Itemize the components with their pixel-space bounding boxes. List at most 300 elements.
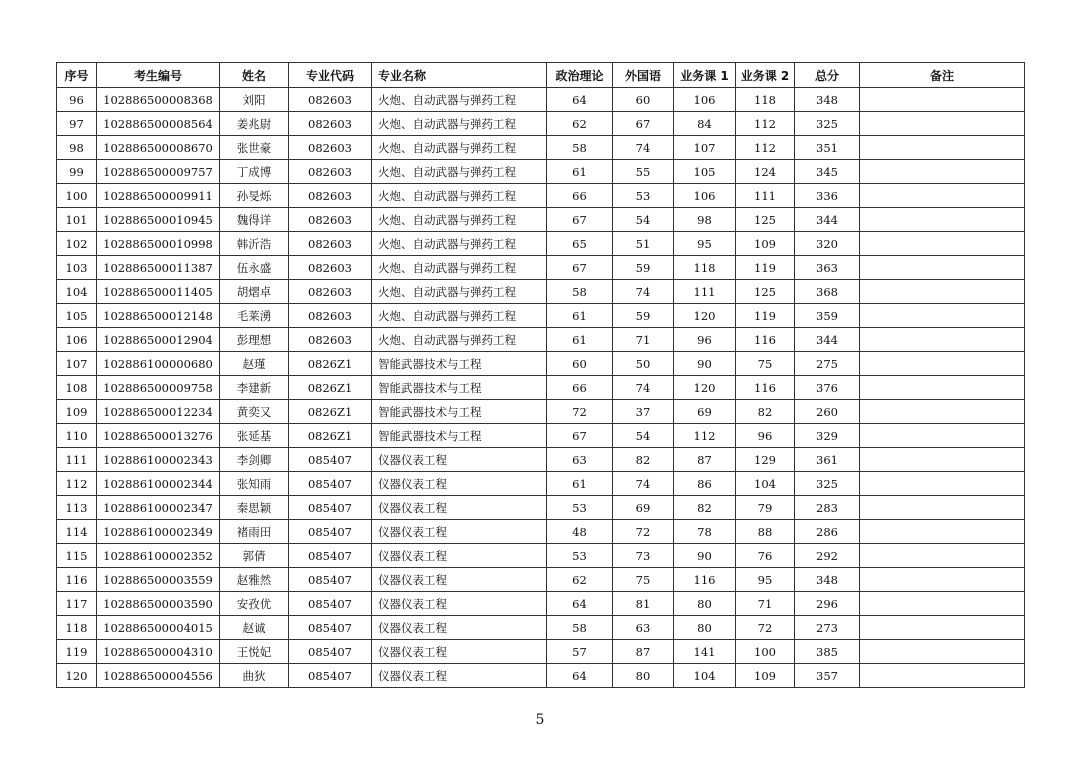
seq-cell: 111 [57,448,97,472]
major-code-cell: 082603 [289,208,372,232]
foreign-language-score-cell: 51 [613,232,674,256]
total-score-cell: 351 [795,136,860,160]
major-code-cell: 0826Z1 [289,424,372,448]
foreign-language-score-cell: 59 [613,256,674,280]
subject-1-score-cell: 78 [674,520,736,544]
score-table [56,62,1025,688]
name-cell: 李剑卿 [220,448,289,472]
politics-score-cell: 61 [547,472,613,496]
candidate-id-cell: 102886500010998 [97,232,220,256]
major-code-cell: 085407 [289,472,372,496]
seq-cell: 115 [57,544,97,568]
total-score-cell: 361 [795,448,860,472]
major-name-cell: 火炮、自动武器与弹药工程 [372,112,547,136]
candidate-id-cell: 102886500009911 [97,184,220,208]
politics-score-cell: 53 [547,496,613,520]
major-code-cell: 082603 [289,88,372,112]
seq-cell: 96 [57,88,97,112]
candidate-id-cell: 102886500011387 [97,256,220,280]
total-score-cell: 357 [795,664,860,688]
table-row [57,136,1025,160]
foreign-language-score-cell: 50 [613,352,674,376]
subject-2-score-cell: 95 [736,568,795,592]
total-score-cell: 363 [795,256,860,280]
major-code-cell: 082603 [289,184,372,208]
name-cell: 王悦妃 [220,640,289,664]
politics-score-cell: 61 [547,304,613,328]
candidate-id-cell: 102886500009757 [97,160,220,184]
foreign-language-score-cell: 60 [613,88,674,112]
candidate-id-cell: 102886500013276 [97,424,220,448]
subject-1-score-cell: 80 [674,592,736,616]
seq-cell: 110 [57,424,97,448]
name-cell: 赵诚 [220,616,289,640]
major-name-cell: 仪器仪表工程 [372,592,547,616]
seq-cell: 114 [57,520,97,544]
seq-cell: 118 [57,616,97,640]
subject-2-score-cell: 118 [736,88,795,112]
name-cell: 魏得详 [220,208,289,232]
politics-score-cell: 67 [547,256,613,280]
subject-1-score-cell: 106 [674,184,736,208]
seq-cell: 108 [57,376,97,400]
name-cell: 张延基 [220,424,289,448]
remarks-cell [860,664,1025,688]
subject-2-score-cell: 71 [736,592,795,616]
subject-1-score-cell: 116 [674,568,736,592]
major-code-cell: 082603 [289,280,372,304]
subject-1-score-cell: 105 [674,160,736,184]
table-row [57,208,1025,232]
candidate-id-cell: 102886100002349 [97,520,220,544]
remarks-cell [860,472,1025,496]
candidate-id-cell: 102886500008670 [97,136,220,160]
header-cell-major-name: 专业名称 [372,63,547,88]
name-cell: 黄奕又 [220,400,289,424]
seq-cell: 105 [57,304,97,328]
remarks-cell [860,520,1025,544]
total-score-cell: 273 [795,616,860,640]
major-code-cell: 0826Z1 [289,352,372,376]
subject-2-score-cell: 75 [736,352,795,376]
politics-score-cell: 58 [547,136,613,160]
remarks-cell [860,112,1025,136]
subject-1-score-cell: 96 [674,328,736,352]
major-name-cell: 仪器仪表工程 [372,496,547,520]
major-name-cell: 智能武器技术与工程 [372,376,547,400]
seq-cell: 109 [57,400,97,424]
major-name-cell: 仪器仪表工程 [372,448,547,472]
foreign-language-score-cell: 53 [613,184,674,208]
foreign-language-score-cell: 54 [613,208,674,232]
foreign-language-score-cell: 74 [613,376,674,400]
seq-cell: 104 [57,280,97,304]
total-score-cell: 368 [795,280,860,304]
major-name-cell: 仪器仪表工程 [372,616,547,640]
seq-cell: 106 [57,328,97,352]
total-score-cell: 348 [795,88,860,112]
major-name-cell: 火炮、自动武器与弹药工程 [372,304,547,328]
total-score-cell: 325 [795,112,860,136]
major-code-cell: 082603 [289,160,372,184]
politics-score-cell: 48 [547,520,613,544]
header-cell-subject-2: 业务课 2 [736,63,795,88]
candidate-id-cell: 102886500008368 [97,88,220,112]
major-code-cell: 085407 [289,448,372,472]
foreign-language-score-cell: 81 [613,592,674,616]
seq-cell: 116 [57,568,97,592]
candidate-id-cell: 102886100002344 [97,472,220,496]
candidate-id-cell: 102886500004556 [97,664,220,688]
subject-1-score-cell: 82 [674,496,736,520]
header-cell-major-code: 专业代码 [289,63,372,88]
table-row [57,424,1025,448]
table-row [57,112,1025,136]
table-row [57,496,1025,520]
candidate-id-cell: 102886500003559 [97,568,220,592]
remarks-cell [860,616,1025,640]
foreign-language-score-cell: 82 [613,448,674,472]
table-row [57,400,1025,424]
subject-1-score-cell: 80 [674,616,736,640]
major-code-cell: 085407 [289,520,372,544]
foreign-language-score-cell: 67 [613,112,674,136]
major-code-cell: 085407 [289,592,372,616]
name-cell: 张世豪 [220,136,289,160]
subject-1-score-cell: 87 [674,448,736,472]
remarks-cell [860,136,1025,160]
table-row [57,232,1025,256]
total-score-cell: 329 [795,424,860,448]
candidate-id-cell: 102886500003590 [97,592,220,616]
subject-1-score-cell: 86 [674,472,736,496]
subject-2-score-cell: 96 [736,424,795,448]
seq-cell: 98 [57,136,97,160]
major-name-cell: 火炮、自动武器与弹药工程 [372,256,547,280]
table-row [57,616,1025,640]
politics-score-cell: 62 [547,568,613,592]
remarks-cell [860,448,1025,472]
total-score-cell: 359 [795,304,860,328]
subject-2-score-cell: 116 [736,376,795,400]
candidate-id-cell: 102886500004015 [97,616,220,640]
table-row [57,256,1025,280]
subject-2-score-cell: 124 [736,160,795,184]
foreign-language-score-cell: 87 [613,640,674,664]
subject-2-score-cell: 109 [736,664,795,688]
politics-score-cell: 60 [547,352,613,376]
header-row [57,63,1025,88]
name-cell: 毛莱湧 [220,304,289,328]
subject-1-score-cell: 95 [674,232,736,256]
name-cell: 伍永盛 [220,256,289,280]
foreign-language-score-cell: 72 [613,520,674,544]
remarks-cell [860,424,1025,448]
foreign-language-score-cell: 37 [613,400,674,424]
subject-2-score-cell: 116 [736,328,795,352]
major-code-cell: 082603 [289,328,372,352]
politics-score-cell: 61 [547,328,613,352]
politics-score-cell: 66 [547,376,613,400]
remarks-cell [860,376,1025,400]
subject-2-score-cell: 125 [736,280,795,304]
seq-cell: 100 [57,184,97,208]
foreign-language-score-cell: 55 [613,160,674,184]
subject-1-score-cell: 107 [674,136,736,160]
subject-1-score-cell: 118 [674,256,736,280]
name-cell: 孙旻烁 [220,184,289,208]
foreign-language-score-cell: 74 [613,280,674,304]
name-cell: 郭倩 [220,544,289,568]
foreign-language-score-cell: 71 [613,328,674,352]
major-code-cell: 082603 [289,304,372,328]
total-score-cell: 275 [795,352,860,376]
table-row [57,520,1025,544]
header-cell-total: 总分 [795,63,860,88]
major-name-cell: 火炮、自动武器与弹药工程 [372,232,547,256]
remarks-cell [860,640,1025,664]
remarks-cell [860,232,1025,256]
subject-1-score-cell: 90 [674,352,736,376]
subject-2-score-cell: 129 [736,448,795,472]
table-row [57,472,1025,496]
major-code-cell: 082603 [289,232,372,256]
header-cell-name: 姓名 [220,63,289,88]
remarks-cell [860,280,1025,304]
subject-2-score-cell: 119 [736,304,795,328]
candidate-id-cell: 102886500010945 [97,208,220,232]
major-name-cell: 火炮、自动武器与弹药工程 [372,280,547,304]
total-score-cell: 344 [795,208,860,232]
page-number: 5 [535,712,545,728]
table-body [57,88,1025,688]
major-name-cell: 仪器仪表工程 [372,640,547,664]
subject-2-score-cell: 104 [736,472,795,496]
seq-cell: 107 [57,352,97,376]
politics-score-cell: 64 [547,88,613,112]
major-code-cell: 082603 [289,136,372,160]
name-cell: 赵雅然 [220,568,289,592]
candidate-id-cell: 102886500009758 [97,376,220,400]
seq-cell: 120 [57,664,97,688]
table-row [57,88,1025,112]
major-name-cell: 仪器仪表工程 [372,472,547,496]
major-code-cell: 082603 [289,256,372,280]
total-score-cell: 345 [795,160,860,184]
total-score-cell: 296 [795,592,860,616]
total-score-cell: 320 [795,232,860,256]
politics-score-cell: 72 [547,400,613,424]
remarks-cell [860,568,1025,592]
subject-1-score-cell: 104 [674,664,736,688]
candidate-id-cell: 102886100002352 [97,544,220,568]
major-name-cell: 智能武器技术与工程 [372,400,547,424]
header-cell-remarks: 备注 [860,63,1025,88]
subject-1-score-cell: 90 [674,544,736,568]
total-score-cell: 260 [795,400,860,424]
politics-score-cell: 66 [547,184,613,208]
remarks-cell [860,256,1025,280]
table-row [57,328,1025,352]
foreign-language-score-cell: 63 [613,616,674,640]
subject-2-score-cell: 88 [736,520,795,544]
total-score-cell: 292 [795,544,860,568]
seq-cell: 102 [57,232,97,256]
candidate-id-cell: 102886100002347 [97,496,220,520]
table-row [57,544,1025,568]
politics-score-cell: 58 [547,616,613,640]
politics-score-cell: 62 [547,112,613,136]
major-name-cell: 火炮、自动武器与弹药工程 [372,136,547,160]
foreign-language-score-cell: 80 [613,664,674,688]
seq-cell: 97 [57,112,97,136]
name-cell: 彭理想 [220,328,289,352]
subject-1-score-cell: 69 [674,400,736,424]
subject-2-score-cell: 112 [736,112,795,136]
politics-score-cell: 53 [547,544,613,568]
politics-score-cell: 57 [547,640,613,664]
politics-score-cell: 64 [547,664,613,688]
seq-cell: 112 [57,472,97,496]
total-score-cell: 376 [795,376,860,400]
name-cell: 赵瑾 [220,352,289,376]
name-cell: 韩沂浩 [220,232,289,256]
remarks-cell [860,208,1025,232]
subject-1-score-cell: 111 [674,280,736,304]
major-name-cell: 仪器仪表工程 [372,520,547,544]
name-cell: 秦思颖 [220,496,289,520]
name-cell: 褚雨田 [220,520,289,544]
header-cell-politics: 政治理论 [547,63,613,88]
table-row [57,640,1025,664]
subject-1-score-cell: 141 [674,640,736,664]
major-code-cell: 085407 [289,616,372,640]
remarks-cell [860,184,1025,208]
name-cell: 张知雨 [220,472,289,496]
remarks-cell [860,304,1025,328]
seq-cell: 103 [57,256,97,280]
major-code-cell: 0826Z1 [289,400,372,424]
seq-cell: 119 [57,640,97,664]
politics-score-cell: 64 [547,592,613,616]
subject-2-score-cell: 109 [736,232,795,256]
remarks-cell [860,160,1025,184]
subject-2-score-cell: 112 [736,136,795,160]
name-cell: 李建新 [220,376,289,400]
table-row [57,664,1025,688]
candidate-id-cell: 102886100002343 [97,448,220,472]
subject-1-score-cell: 112 [674,424,736,448]
subject-2-score-cell: 79 [736,496,795,520]
politics-score-cell: 65 [547,232,613,256]
subject-2-score-cell: 100 [736,640,795,664]
table-row [57,280,1025,304]
candidate-id-cell: 102886500012148 [97,304,220,328]
candidate-id-cell: 102886100000680 [97,352,220,376]
subject-2-score-cell: 111 [736,184,795,208]
total-score-cell: 286 [795,520,860,544]
table-row [57,352,1025,376]
remarks-cell [860,496,1025,520]
major-code-cell: 082603 [289,112,372,136]
subject-2-score-cell: 82 [736,400,795,424]
header-cell-foreign-language: 外国语 [613,63,674,88]
total-score-cell: 336 [795,184,860,208]
name-cell: 姜兆尉 [220,112,289,136]
total-score-cell: 344 [795,328,860,352]
total-score-cell: 385 [795,640,860,664]
candidate-id-cell: 102886500012904 [97,328,220,352]
candidate-id-cell: 102886500004310 [97,640,220,664]
foreign-language-score-cell: 74 [613,136,674,160]
table-row [57,592,1025,616]
major-name-cell: 火炮、自动武器与弹药工程 [372,208,547,232]
seq-cell: 113 [57,496,97,520]
major-code-cell: 0826Z1 [289,376,372,400]
remarks-cell [860,400,1025,424]
candidate-id-cell: 102886500011405 [97,280,220,304]
header-cell-candidate-id: 考生编号 [97,63,220,88]
politics-score-cell: 61 [547,160,613,184]
total-score-cell: 325 [795,472,860,496]
major-name-cell: 仪器仪表工程 [372,664,547,688]
major-name-cell: 火炮、自动武器与弹药工程 [372,88,547,112]
subject-2-score-cell: 125 [736,208,795,232]
foreign-language-score-cell: 74 [613,472,674,496]
header-cell-seq: 序号 [57,63,97,88]
major-name-cell: 火炮、自动武器与弹药工程 [372,184,547,208]
total-score-cell: 348 [795,568,860,592]
major-code-cell: 085407 [289,568,372,592]
major-name-cell: 火炮、自动武器与弹药工程 [372,160,547,184]
table-row [57,376,1025,400]
table-row [57,160,1025,184]
major-name-cell: 火炮、自动武器与弹药工程 [372,328,547,352]
major-name-cell: 智能武器技术与工程 [372,424,547,448]
politics-score-cell: 67 [547,208,613,232]
foreign-language-score-cell: 73 [613,544,674,568]
subject-2-score-cell: 76 [736,544,795,568]
seq-cell: 101 [57,208,97,232]
remarks-cell [860,328,1025,352]
foreign-language-score-cell: 69 [613,496,674,520]
name-cell: 刘阳 [220,88,289,112]
foreign-language-score-cell: 54 [613,424,674,448]
subject-2-score-cell: 119 [736,256,795,280]
politics-score-cell: 63 [547,448,613,472]
candidate-id-cell: 102886500008564 [97,112,220,136]
subject-1-score-cell: 84 [674,112,736,136]
politics-score-cell: 58 [547,280,613,304]
name-cell: 胡熠卓 [220,280,289,304]
name-cell: 安孜优 [220,592,289,616]
total-score-cell: 283 [795,496,860,520]
foreign-language-score-cell: 59 [613,304,674,328]
seq-cell: 99 [57,160,97,184]
subject-2-score-cell: 72 [736,616,795,640]
politics-score-cell: 67 [547,424,613,448]
subject-1-score-cell: 120 [674,376,736,400]
name-cell: 曲狄 [220,664,289,688]
major-name-cell: 仪器仪表工程 [372,544,547,568]
major-code-cell: 085407 [289,664,372,688]
subject-1-score-cell: 98 [674,208,736,232]
remarks-cell [860,544,1025,568]
seq-cell: 117 [57,592,97,616]
name-cell: 丁成博 [220,160,289,184]
remarks-cell [860,352,1025,376]
table-row [57,304,1025,328]
